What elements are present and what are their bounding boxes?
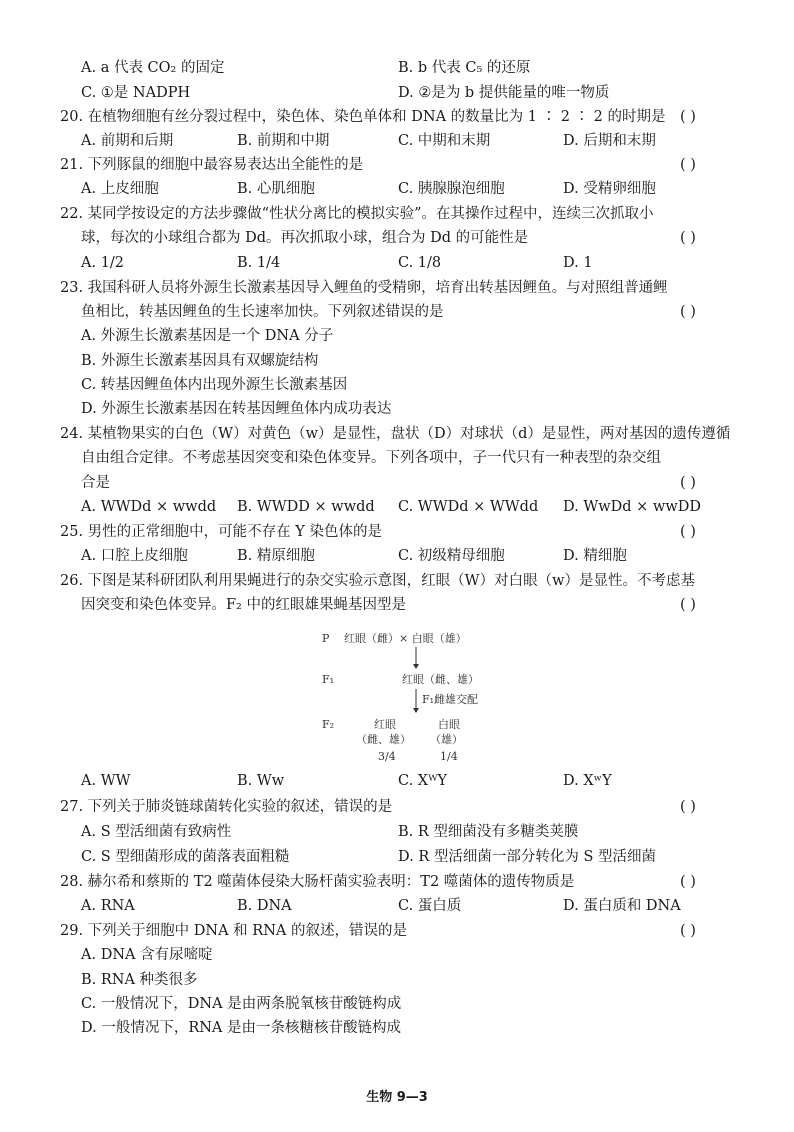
q20-stem: 20. 在植物细胞有丝分裂过程中，染色体、染色单体和 DNA 的数量比为 1 ∶ 2 ∶ 2 的时期是 <box>60 109 666 125</box>
q26-option-c: C. XᵂY <box>398 773 448 789</box>
q27-option-a: A. S 型活细菌有致病性 <box>81 824 232 840</box>
q27-option-c: C. S 型细菌形成的菌落表面粗糙 <box>81 849 290 865</box>
q27-option-d: D. R 型活细菌一部分转化为 S 型活细菌 <box>398 849 657 865</box>
q21-option-a: A. 上皮细胞 <box>81 181 159 197</box>
q23-option-d: D. 外源生长激素基因在转基因鲤鱼体内成功表达 <box>81 401 392 417</box>
q26-stem-line2: 因突变和染色体变异。F₂ 中的红眼雄果蝇基因型是 <box>81 597 406 613</box>
q19-option-d: D. ②是为 b 提供能量的唯一物质 <box>398 85 610 101</box>
q28-option-a: A. RNA <box>81 898 135 914</box>
q21-option-b: B. 心肌细胞 <box>237 181 315 197</box>
q25-stem: 25. 男性的正常细胞中，可能不存在 Y 染色体的是 <box>60 524 382 540</box>
q27-answer-bracket: ( ) <box>680 799 696 815</box>
q29-option-c: C. 一般情况下，DNA 是由两条脱氧核苷酸链构成 <box>81 996 402 1012</box>
q21-stem: 21. 下列豚鼠的细胞中最容易表达出全能性的是 <box>60 157 364 173</box>
diagram-f2-white-sex: （雄） <box>430 733 463 746</box>
q24-option-c: C. WWDd × WWdd <box>398 499 539 515</box>
cross-diagram <box>310 627 510 762</box>
q23-option-c: C. 转基因鲤鱼体内出现外源生长激素基因 <box>81 377 348 393</box>
q22-option-d: D. 1 <box>563 255 593 271</box>
q28-answer-bracket: ( ) <box>680 874 696 890</box>
q20-option-d: D. 后期和末期 <box>563 133 656 149</box>
q23-stem-line1: 23. 我国科研人员将外源生长激素基因导入鲤鱼的受精卵，培育出转基因鲤鱼。与对照组普通鲤 <box>60 280 668 296</box>
arrowhead-p-to-f1 <box>413 664 419 669</box>
diagram-f2-red: 红眼 <box>374 718 396 731</box>
q19-option-b: B. b 代表 C₅ 的还原 <box>398 60 531 76</box>
q29-answer-bracket: ( ) <box>680 923 696 939</box>
q25-option-b: B. 精原细胞 <box>237 548 315 564</box>
q28-option-c: C. 蛋白质 <box>398 898 462 914</box>
q22-option-c: C. 1/8 <box>398 255 442 271</box>
q21-answer-bracket: ( ) <box>680 157 696 173</box>
q24-stem-line3: 合是 <box>81 475 110 491</box>
q28-stem: 28. 赫尔希和蔡斯的 T2 噬菌体侵染大肠杆菌实验表明：T2 噬菌体的遗传物质是 <box>60 874 575 890</box>
q26-stem-line1: 26. 下图是某科研团队利用果蝇进行的杂交实验示意图，红眼（W）对白眼（w）是显性。不考虑基 <box>60 573 695 589</box>
diagram-f2-white: 白眼 <box>438 718 460 731</box>
q23-option-b: B. 外源生长激素基因具有双螺旋结构 <box>81 353 319 369</box>
q21-option-c: C. 胰腺腺泡细胞 <box>398 181 505 197</box>
q25-option-a: A. 口腔上皮细胞 <box>81 548 188 564</box>
diagram-f2-red-ratio: 3/4 <box>378 750 396 763</box>
q24-option-b: B. WWDD × wwdd <box>237 499 375 515</box>
diagram-p-label: P <box>322 632 330 645</box>
q25-option-c: C. 初级精母细胞 <box>398 548 505 564</box>
page-footer: 生物 9—3 <box>366 1090 428 1105</box>
q27-stem: 27. 下列关于肺炎链球菌转化实验的叙述，错误的是 <box>60 799 393 815</box>
diagram-f1-text: 红眼（雌、雄） <box>402 673 479 686</box>
q23-stem-line2: 鱼相比，转基因鲤鱼的生长速率加快。下列叙述错误的是 <box>81 304 444 320</box>
q19-option-a: A. a 代表 CO₂ 的固定 <box>81 60 225 76</box>
q20-option-a: A. 前期和后期 <box>81 133 174 149</box>
diagram-p-cross: 红眼（雌）× 白眼（雄） <box>344 632 467 645</box>
q22-stem-line1: 22. 某同学按设定的方法步骤做“性状分离比的模拟实验”。在其操作过程中，连续三次抓取小 <box>60 206 654 222</box>
q24-stem-line2: 自由组合定律。不考虑基因突变和染色体变异。下列各项中，子一代只有一种表型的杂交组 <box>81 450 661 466</box>
q29-stem: 29. 下列关于细胞中 DNA 和 RNA 的叙述，错误的是 <box>60 923 407 939</box>
q22-answer-bracket: ( ) <box>680 230 696 246</box>
q24-option-d: D. WwDd × wwDD <box>563 499 701 515</box>
q20-option-b: B. 前期和中期 <box>237 133 330 149</box>
q20-option-c: C. 中期和末期 <box>398 133 491 149</box>
q23-answer-bracket: ( ) <box>680 304 696 320</box>
q20-answer-bracket: ( ) <box>680 109 696 125</box>
q24-option-a: A. WWDd × wwdd <box>81 499 217 515</box>
diagram-f2-label: F₂ <box>322 718 335 731</box>
q24-answer-bracket: ( ) <box>680 475 696 491</box>
q23-option-a: A. 外源生长激素基因是一个 DNA 分子 <box>81 328 334 344</box>
diagram-f2-red-sex: （雌、雄） <box>356 733 411 746</box>
q28-option-d: D. 蛋白质和 DNA <box>563 898 681 914</box>
diagram-mating-label: F₁雌雄交配 <box>422 693 479 706</box>
q19-option-c: C. ①是 NADPH <box>81 85 191 101</box>
q27-option-b: B. R 型细菌没有多糖类荚膜 <box>398 824 579 840</box>
q26-option-a: A. WW <box>81 773 131 789</box>
q22-option-b: B. 1/4 <box>237 255 281 271</box>
q26-option-d: D. XʷY <box>563 773 612 789</box>
diagram-f2-white-ratio: 1/4 <box>440 750 458 763</box>
q29-option-a: A. DNA 含有尿嘧啶 <box>81 947 213 963</box>
arrowhead-f1-to-f2 <box>413 708 419 713</box>
q21-option-d: D. 受精卵细胞 <box>563 181 656 197</box>
q25-answer-bracket: ( ) <box>680 524 696 540</box>
q22-stem-line2: 球，每次的小球组合都为 Dd。再次抓取小球，组合为 Dd 的可能性是 <box>81 230 529 246</box>
q25-option-d: D. 精细胞 <box>563 548 627 564</box>
q29-option-d: D. 一般情况下，RNA 是由一条核糖核苷酸链构成 <box>81 1020 402 1036</box>
q28-option-b: B. DNA <box>237 898 292 914</box>
q24-stem-line1: 24. 某植物果实的白色（W）对黄色（w）是显性，盘状（D）对球状（d）是显性，两对基因的遗传遵循 <box>60 426 731 442</box>
q29-option-b: B. RNA 种类很多 <box>81 972 198 988</box>
diagram-f1-label: F₁ <box>322 673 335 686</box>
q26-option-b: B. Ww <box>237 773 285 789</box>
q22-option-a: A. 1/2 <box>81 255 125 271</box>
q26-answer-bracket: ( ) <box>680 597 696 613</box>
